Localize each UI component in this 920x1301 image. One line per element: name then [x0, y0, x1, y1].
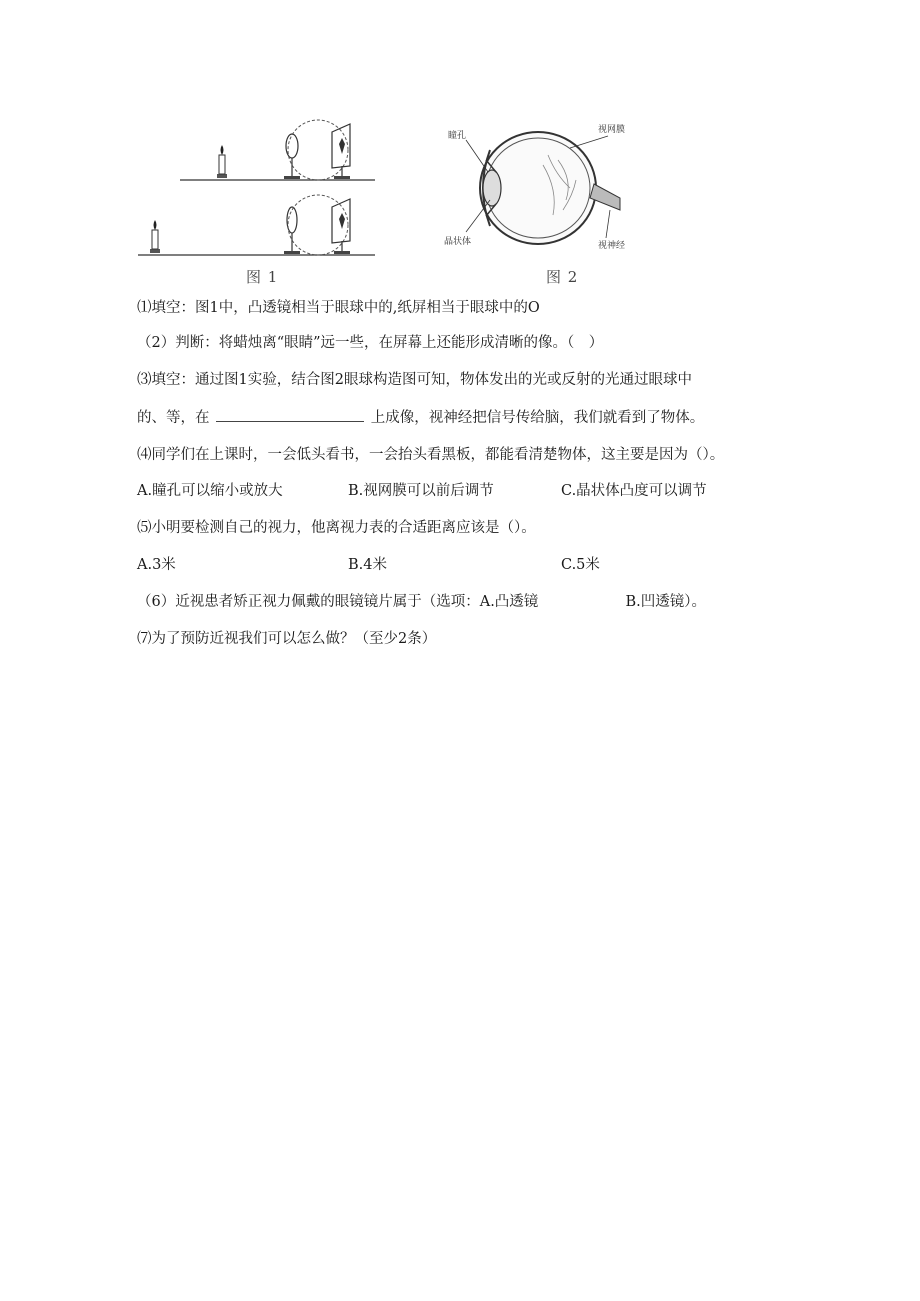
question-3-text-b: 上成像，视神经把信号传给脑，我们就看到了物体。	[370, 410, 705, 426]
option-c[interactable]: C.晶状体凸度可以调节	[561, 483, 707, 499]
option-b[interactable]: B.4米	[348, 557, 387, 573]
figures-area	[130, 110, 630, 290]
convex-lens-icon	[284, 207, 300, 254]
figure-2-eye-diagram	[438, 120, 628, 260]
question-6-text-a: （6）近视患者矫正视力佩戴的眼镜镜片属于（选项：A.凸透镜	[137, 594, 539, 610]
question-3-text-a: 的、等，在	[137, 410, 210, 426]
question-3-line-2	[137, 407, 704, 428]
question-5: ⑸小明要检测自己的视力，他离视力表的合适距离应该是（）。	[137, 520, 536, 536]
question-6-text-b: B.凹透镜）。	[625, 594, 707, 610]
figure-1-caption: 图 1	[246, 268, 279, 286]
answer-blank[interactable]	[216, 407, 364, 422]
question-3-line-1: ⑶填空：通过图1实验，结合图2眼球构造图可知，物体发出的光或反射的光通过眼球中	[137, 372, 692, 388]
candle-icon	[150, 220, 160, 253]
label-retina: 视网膜	[598, 125, 626, 135]
figure-2-caption: 图 2	[546, 268, 579, 286]
option-a[interactable]: A.3米	[137, 557, 176, 573]
question-1: ⑴填空：图1中，凸透镜相当于眼球中的,纸屏相当于眼球中的O	[137, 300, 540, 316]
question-4: ⑷同学们在上课时，一会低头看书，一会抬头看黑板，都能看清楚物体，这主要是因为（）。	[137, 447, 725, 463]
option-b[interactable]: B.视网膜可以前后调节	[348, 483, 494, 499]
option-c[interactable]: C.5米	[561, 557, 600, 573]
label-lens: 晶状体	[444, 237, 472, 247]
question-7: ⑺为了预防近视我们可以怎么做？（至少2条）	[137, 631, 437, 647]
paper-screen-icon	[332, 124, 350, 179]
eyeball-icon	[480, 132, 620, 244]
convex-lens-icon	[284, 134, 300, 179]
candle-icon	[217, 145, 227, 178]
figure-1-lens-experiment	[130, 110, 380, 260]
label-pupil: 瞳孔	[448, 131, 467, 141]
option-a[interactable]: A.瞳孔可以缩小或放大	[137, 483, 283, 499]
label-optic-nerve: 视神经	[598, 241, 626, 251]
question-2: （2）判断：将蜡烛离“眼睛”远一些，在屏幕上还能形成清晰的像。（ ）	[137, 335, 604, 351]
paper-screen-icon	[332, 199, 350, 254]
question-6	[137, 592, 706, 612]
